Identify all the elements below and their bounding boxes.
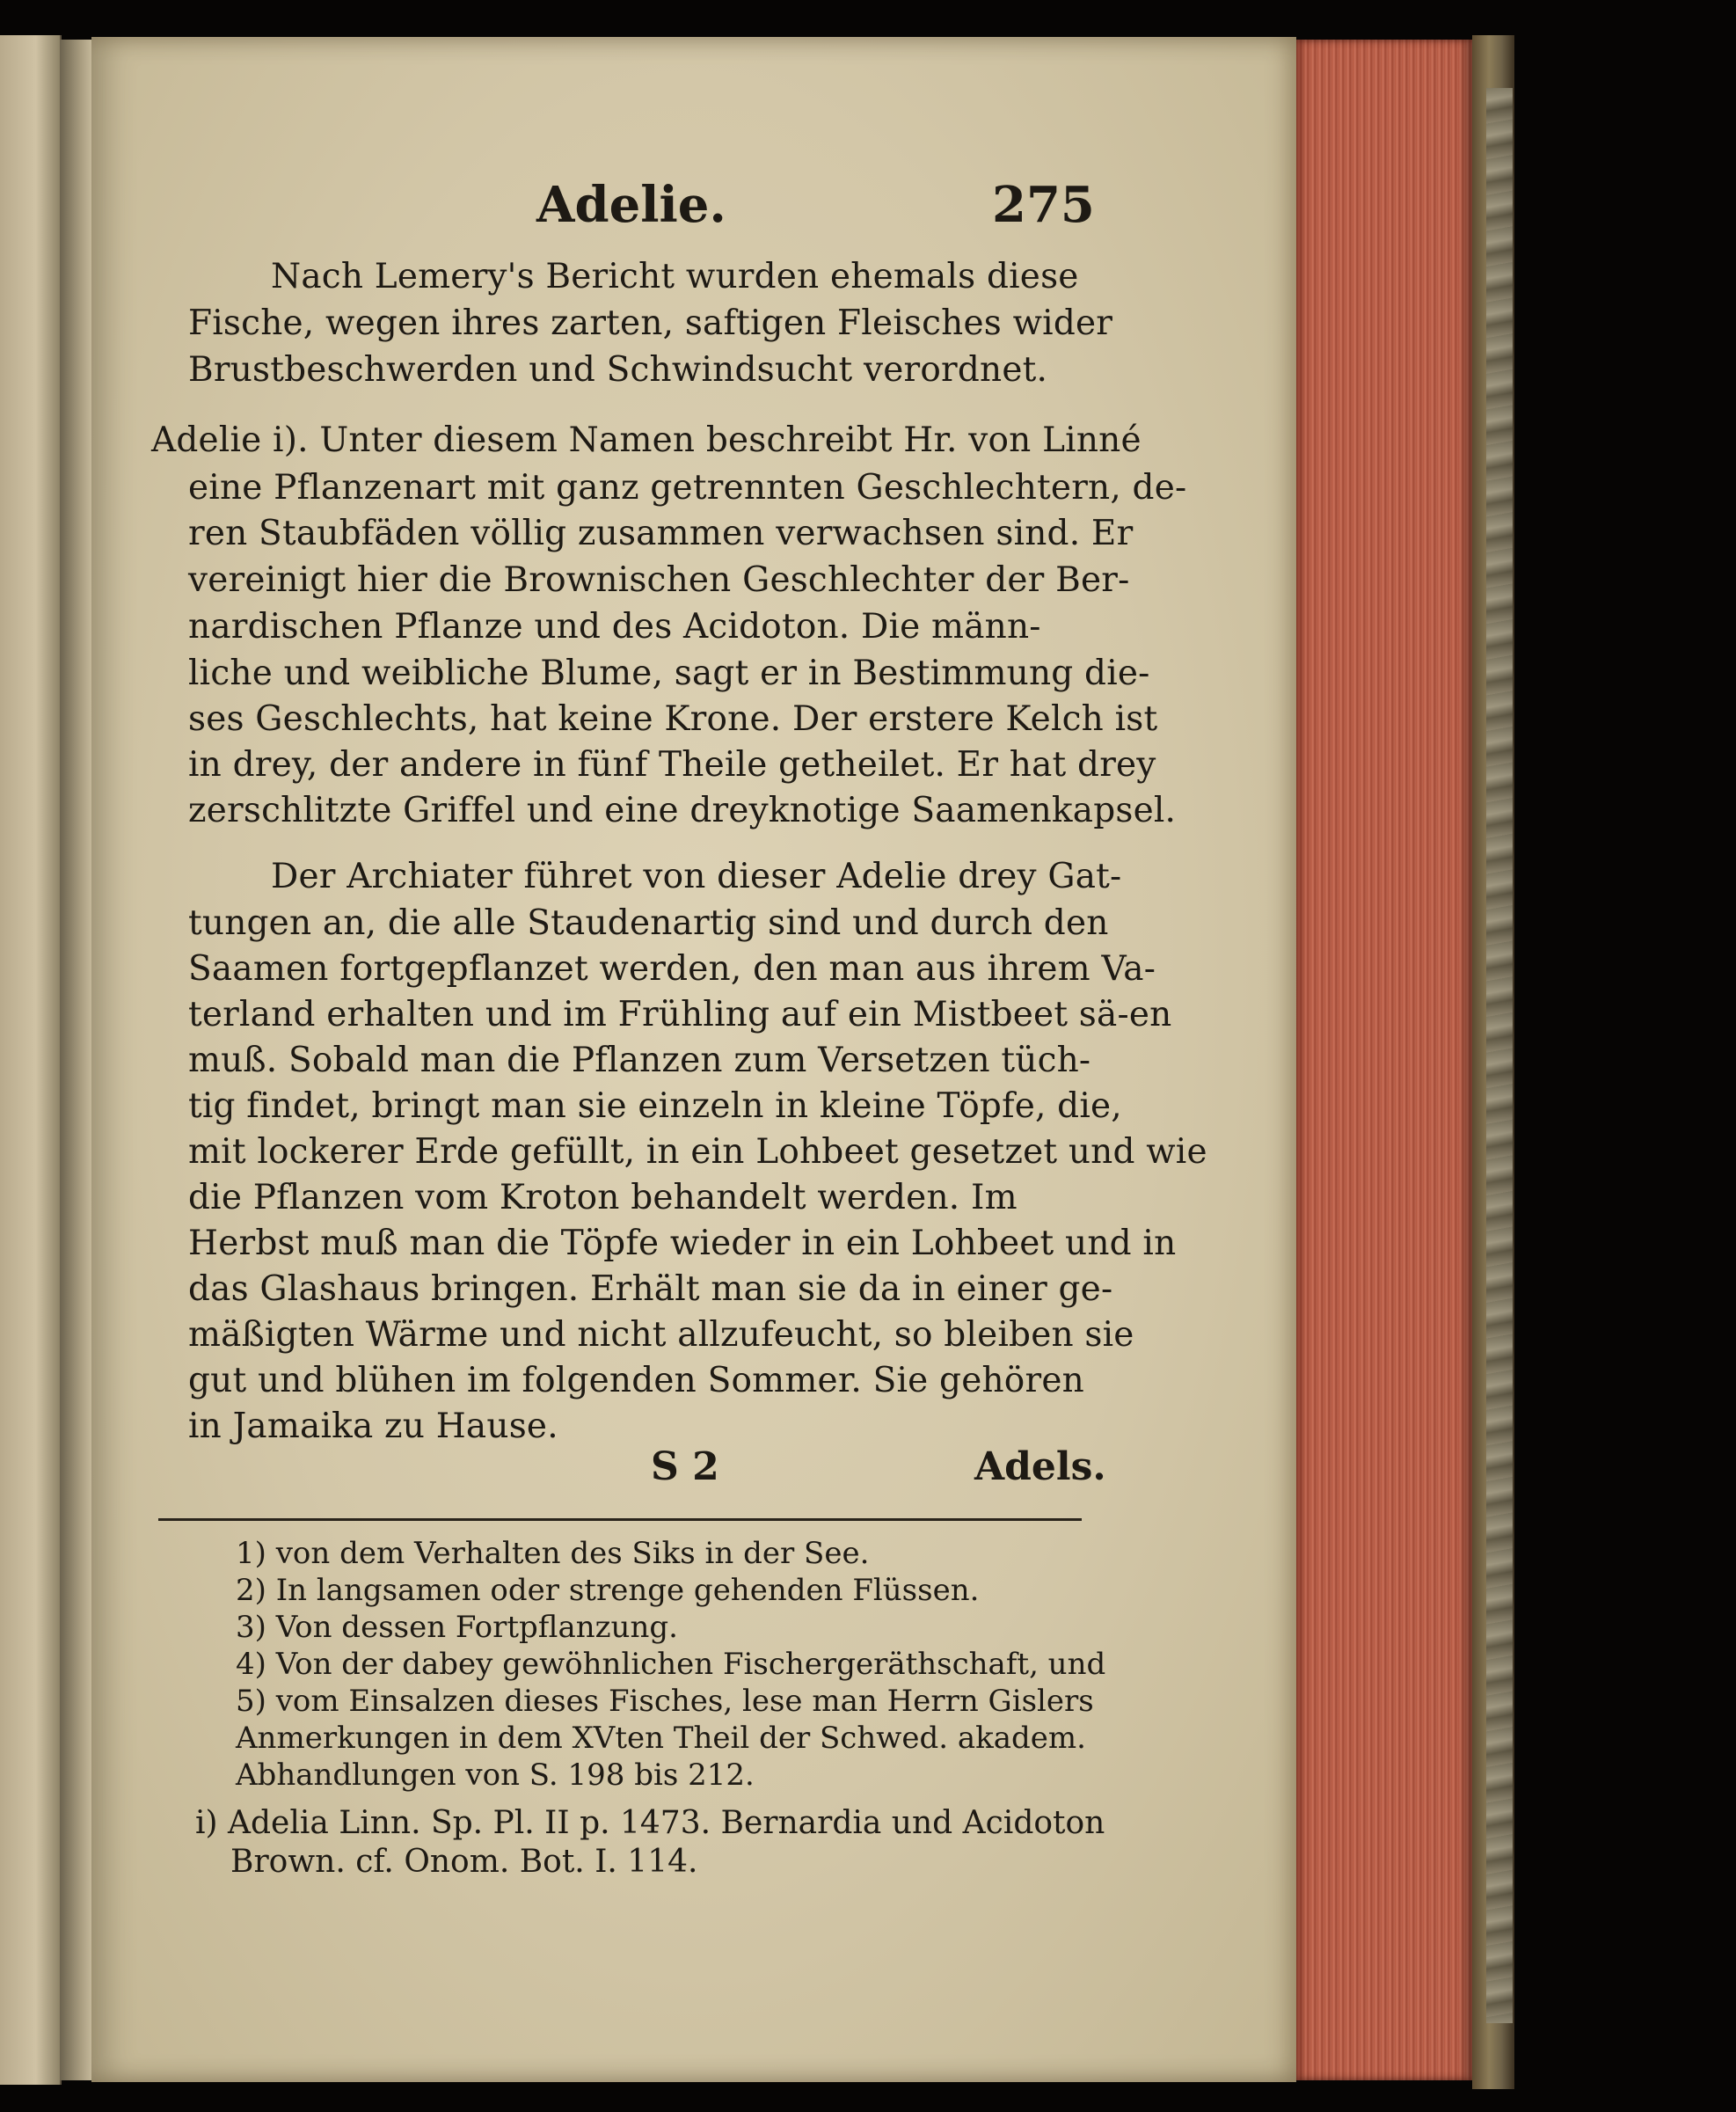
body-line: Der Archiater führet von dieser Adelie drey Gat- — [271, 857, 1122, 896]
footnote-line: Anmerkungen in dem XVten Theil der Schwed. akadem. — [236, 1721, 1086, 1756]
body-line: nardischen Pflanze und des Acidoton. Die männ- — [188, 607, 1041, 647]
body-line: Fische, wegen ihres zarten, saftigen Fleisches wider — [188, 303, 1113, 343]
catchword: Adels. — [974, 1444, 1106, 1489]
body-line: Adelie i). Unter diesem Namen beschreibt Hr. von Linné — [151, 420, 1142, 460]
body-line: die Pflanzen vom Kroton behandelt werden. Im — [188, 1178, 1018, 1217]
cover-marbling — [1486, 88, 1513, 2023]
body-line: gut und blühen im folgenden Sommer. Sie gehören — [188, 1361, 1084, 1400]
body-line: ses Geschlechts, hat keine Krone. Der erstere Kelch ist — [188, 699, 1158, 739]
footnote-line: 2) In langsamen oder strenge gehenden Flüssen. — [236, 1573, 980, 1608]
body-line: ren Staubfäden völlig zusammen verwachsen sind. Er — [188, 514, 1134, 553]
footnote-line: i) Adelia Linn. Sp. Pl. II p. 1473. Bernardia und Acidoton — [195, 1805, 1105, 1841]
body-line: Nach Lemery's Bericht wurden ehemals diese — [271, 257, 1079, 296]
footnote-line: 4) Von der dabey gewöhnlichen Fischergeräthschaft, und — [236, 1647, 1106, 1682]
body-line: zerschlitzte Griffel und eine dreyknotige Saamenkapsel. — [188, 791, 1177, 830]
body-line: terland erhalten und im Frühling auf ein Mistbeet sä-en — [188, 995, 1172, 1034]
footnote-line: 3) Von dessen Fortpflanzung. — [236, 1610, 678, 1645]
body-line: mit lockerer Erde gefüllt, in ein Lohbeet gesetzet und wie — [188, 1132, 1207, 1172]
body-line: Saamen fortgepflanzet werden, den man aus ihrem Va- — [188, 949, 1156, 989]
body-line: Brustbeschwerden und Schwindsucht verordnet. — [188, 350, 1048, 390]
page-fore-edge — [1296, 40, 1472, 2080]
body-line: vereinigt hier die Brownischen Geschlechter der Ber- — [188, 560, 1130, 600]
footnote-rule — [158, 1518, 1082, 1521]
body-line: mäßigten Wärme und nicht allzufeucht, so bleiben sie — [188, 1315, 1134, 1355]
body-line: das Glashaus bringen. Erhält man sie da in einer ge- — [188, 1269, 1113, 1309]
body-line: tig findet, bringt man sie einzeln in kleine Töpfe, die, — [188, 1086, 1122, 1126]
body-line: in drey, der andere in fünf Theile getheilet. Er hat drey — [188, 745, 1156, 785]
body-line: muß. Sobald man die Pflanzen zum Versetzen tüch- — [188, 1041, 1091, 1080]
footnote-line: Brown. cf. Onom. Bot. I. 114. — [230, 1844, 698, 1880]
body-line: Herbst muß man die Töpfe wieder in ein Lohbeet und in — [188, 1224, 1177, 1263]
body-line: in Jamaika zu Hause. — [188, 1407, 558, 1446]
body-line: eine Pflanzenart mit ganz getrennten Geschlechtern, de- — [188, 468, 1187, 508]
page-number: 275 — [992, 176, 1095, 234]
book-gutter — [60, 40, 95, 2080]
footnote-line: Abhandlungen von S. 198 bis 212. — [236, 1758, 755, 1793]
left-page-edge — [0, 35, 62, 2085]
running-header-title: Adelie. — [536, 176, 726, 234]
footnote-line: 5) vom Einsalzen dieses Fisches, lese man Herrn Gislers — [236, 1684, 1094, 1719]
body-line: tungen an, die alle Staudenartig sind und durch den — [188, 903, 1109, 943]
footnote-line: 1) von dem Verhalten des Siks in der See. — [236, 1536, 870, 1571]
body-line: liche und weibliche Blume, sagt er in Bestimmung die- — [188, 654, 1150, 693]
signature-mark: S 2 — [651, 1444, 719, 1489]
